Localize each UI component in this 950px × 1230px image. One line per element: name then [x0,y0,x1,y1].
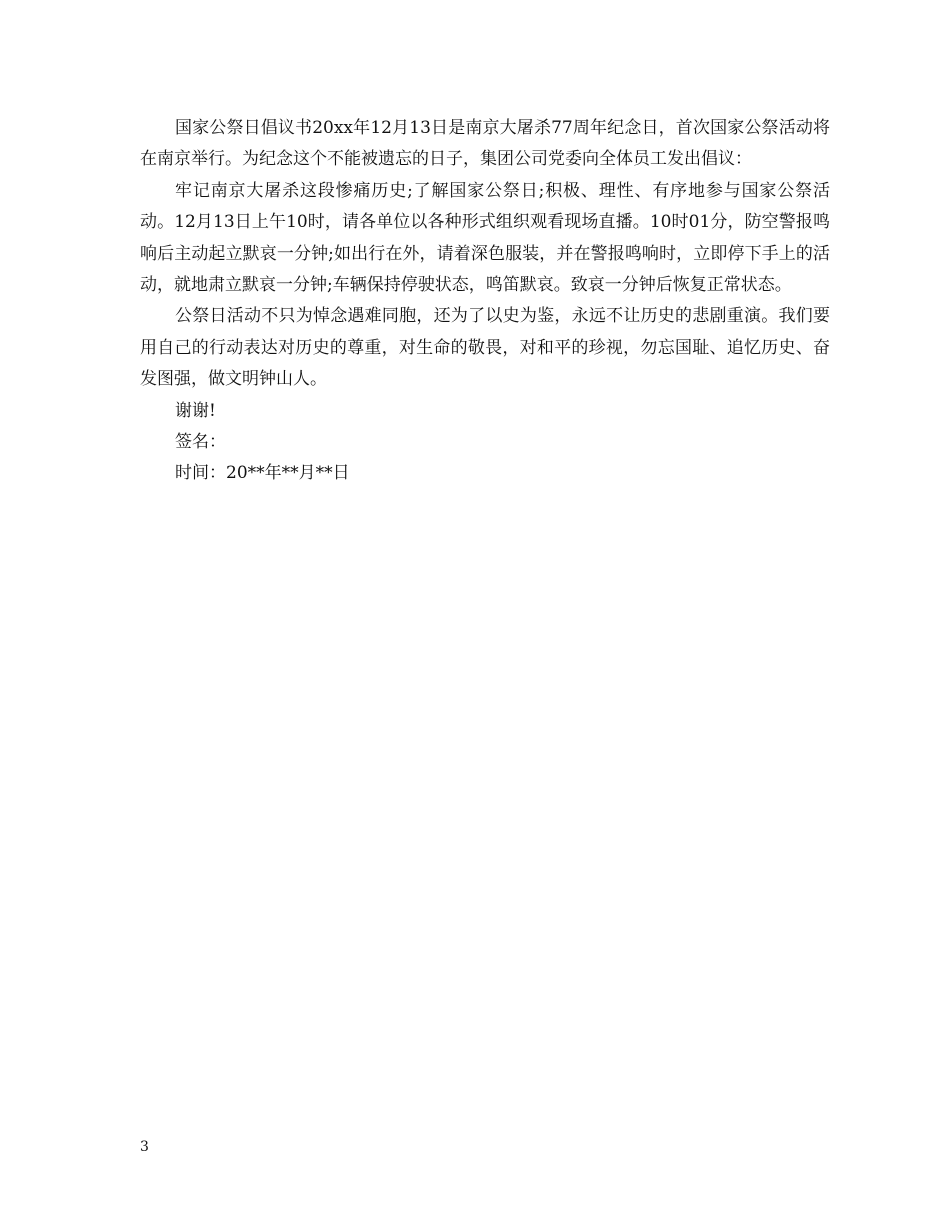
signature-line: 签名： [175,432,226,453]
page-number: 3 [140,1139,149,1155]
closing-thanks: 谢谢! [175,400,216,421]
paragraph-instructions: 牢记南京大屠杀这段惨痛历史;了解国家公祭日;积极、理性、有序地参与国家公祭活动。12月13日上午10时，请各单位以各种形式组织观看现场直播。10时01分，防空警报鸣响后主动起立默哀一分钟;如出行在外，请着深色服装，并在警报鸣响时，立即停下手上的活动，就地肃立默哀一分钟;车辆保持停驶状态，鸣笛默哀。致哀一分钟后恢复正常状态。 [140,180,830,296]
paragraph-purpose: 公祭日活动不只为悼念遇难同胞，还为了以史为鉴，永远不让历史的悲剧重演。我们要用自己的行动表达对历史的尊重，对生命的敬畏，对和平的珍视，勿忘国耻、追忆历史、奋发图强，做文明钟山人。 [140,306,830,390]
paragraph-introduction: 国家公祭日倡议书20xx年12月13日是南京大屠杀77周年纪念日，首次国家公祭活动将在南京举行。为纪念这个不能被遗忘的日子，集团公司党委向全体员工发出倡议： [140,118,830,170]
document-body [140,113,830,490]
date-line: 时间：20**年**月**日 [175,463,350,484]
